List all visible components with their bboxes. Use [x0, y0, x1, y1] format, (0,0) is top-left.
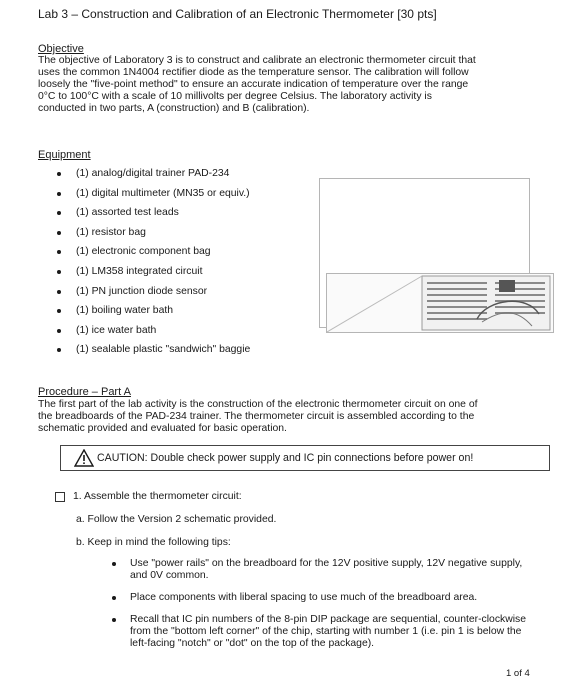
procedure-line: The first part of the lab activity is the construction of the electronic thermometer circuit on one of — [38, 399, 478, 410]
page-title: Lab 3 – Construction and Calibration of an Electronic Thermometer [30 pts] — [38, 7, 437, 21]
equipment-item: (1) sealable plastic "sandwich" baggie — [57, 344, 317, 364]
procedure-paragraph — [38, 399, 518, 435]
objective-line: loosely the "five-point method" to ensure an accurate indication of temperature over the range — [38, 79, 469, 90]
equipment-item: (1) analog/digital trainer PAD-234 — [57, 168, 317, 188]
procedure-heading: Procedure – Part A — [38, 386, 131, 398]
objective-line: The objective of Laboratory 3 is to construct and calibrate an electronic thermometer circuit that — [38, 55, 476, 66]
step-a-text: a. Follow the Version 2 schematic provided. — [76, 514, 277, 525]
equipment-heading: Equipment — [38, 149, 91, 161]
equipment-item: (1) boiling water bath — [57, 305, 317, 325]
objective-line: conducted in two parts, A (construction) and B (calibration). — [38, 103, 310, 114]
tip-item: Place components with liberal spacing to use much of the breadboard area. — [112, 592, 532, 604]
procedure-line: the breadboards of the PAD-234 trainer. The thermometer circuit is assembled according to the — [38, 411, 475, 422]
page-number: 1 of 4 — [506, 668, 530, 679]
tips-list — [112, 558, 532, 650]
equipment-photo-front — [326, 273, 554, 333]
equipment-item: (1) assorted test leads — [57, 207, 317, 227]
objective-line: 0°C to 100°C with a scale of 10 millivolts per degree Celsius. The laboratory activity is — [38, 91, 432, 102]
tip-item: Use "power rails" on the breadboard for the 12V positive supply, 12V negative supply, and 0V common. — [112, 558, 532, 582]
equipment-list — [57, 168, 317, 364]
tip-item: Recall that IC pin numbers of the 8-pin DIP package are sequential, counter-clockwise from the "bottom left corner" of the chip, starting with number 1 (i.e. pin 1 is below the left-facing "notch" or "dot" on the top of the package). — [112, 614, 532, 650]
step-b-text: b. Keep in mind the following tips: — [76, 537, 231, 548]
objective-line: uses the common 1N4004 rectifier diode as the temperature sensor. The calibration will follow — [38, 67, 469, 78]
equipment-item: (1) resistor bag — [57, 227, 317, 247]
caution-text: CAUTION: Double check power supply and IC pin connections before power on! — [97, 452, 474, 464]
equipment-item: (1) electronic component bag — [57, 246, 317, 266]
step1-checkbox[interactable] — [55, 492, 65, 502]
breadboard-image — [327, 274, 553, 332]
step1-text: 1. Assemble the thermometer circuit: — [73, 491, 242, 502]
objective-heading: Objective — [38, 43, 84, 55]
equipment-item: (1) ice water bath — [57, 325, 317, 345]
procedure-line: schematic provided and evaluated for basic operation. — [38, 423, 287, 434]
objective-paragraph — [38, 55, 518, 115]
caution-box — [60, 445, 550, 471]
equipment-item: (1) LM358 integrated circuit — [57, 266, 317, 286]
warning-icon — [74, 449, 94, 467]
equipment-item: (1) digital multimeter (MN35 or equiv.) — [57, 188, 317, 208]
equipment-item: (1) PN junction diode sensor — [57, 286, 317, 306]
